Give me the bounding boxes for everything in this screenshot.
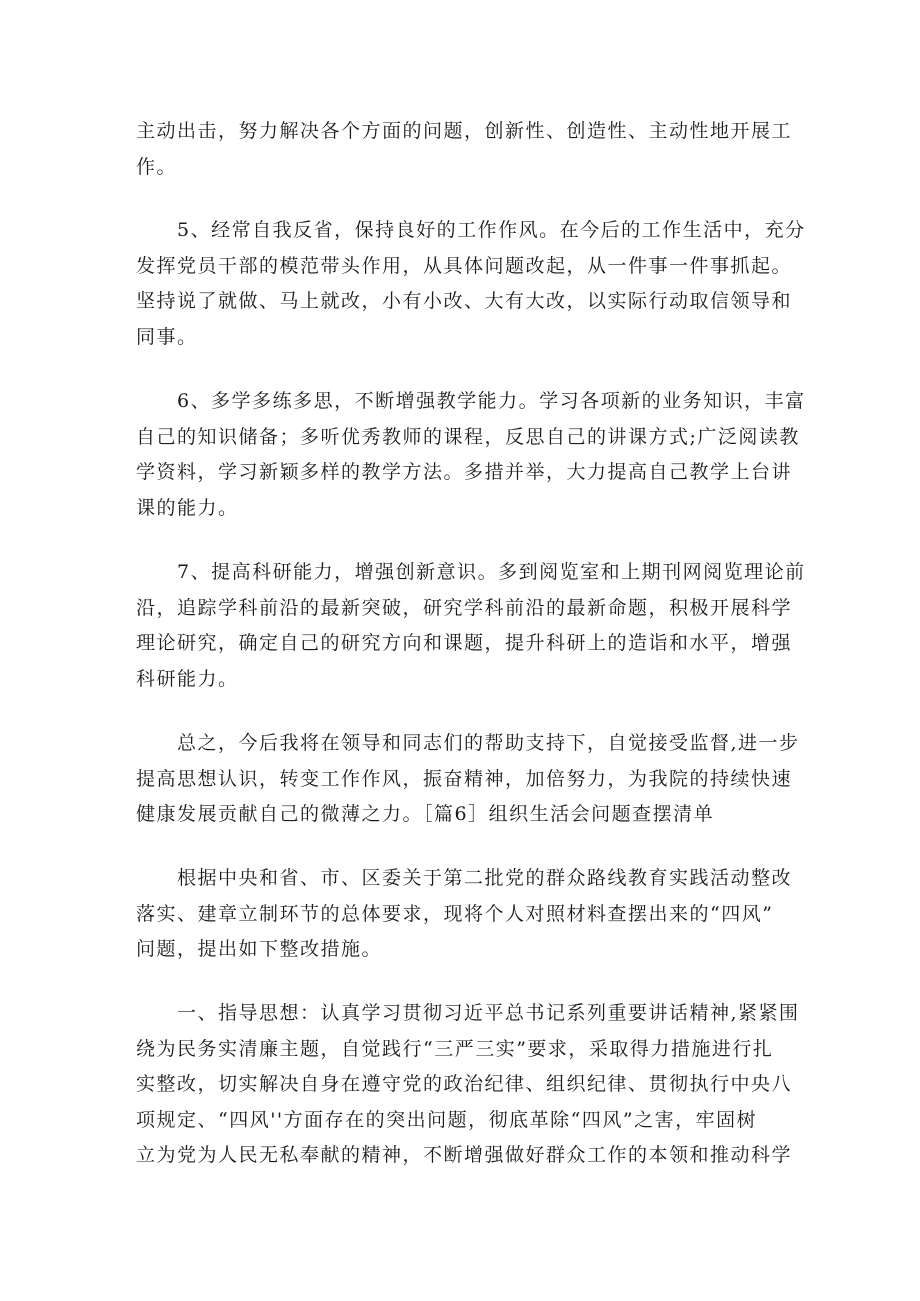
- paragraph-guiding-thought: [136, 996, 800, 1174]
- paragraph-introduction: [136, 861, 793, 968]
- text-line: 作。: [136, 155, 178, 178]
- text-line: 发挥党员干部的模范带头作用，从具体问题改起，从一件事一件事抓起。: [136, 254, 793, 277]
- text-line: 自己的知识储备；多听优秀教师的课程，反思自己的讲课方式;广泛阅读教: [136, 425, 800, 448]
- text-line: 主动出击，努力解决各个方面的问题，创新性、创造性、主动性地开展工: [136, 120, 793, 142]
- paragraph-conclusion: [136, 726, 800, 833]
- text-line: 立为党为人民无私奉献的精神，不断增强做好群众工作的本领和推动科学: [136, 1144, 793, 1166]
- text-line: 绕为民务实清廉主题，自觉践行“三严三实”要求，采取得力措施进行扎: [136, 1037, 774, 1060]
- text-line: 一、指导思想：认真学习贯彻习近平总书记系列重要讲话精神,紧紧围: [136, 1002, 800, 1024]
- paragraph-continuation: [136, 114, 793, 185]
- text-line: 落实、建章立制环节的总体要求，现将个人对照材料查摆出来的“四风”: [136, 902, 774, 925]
- text-line: 7、提高科研能力，增强创新意识。多到阅览室和上期刊网阅览理论前: [136, 561, 806, 583]
- text-line: 健康发展贡献自己的微薄之力。［篇6］组织生活会问题查摆清单: [136, 803, 715, 825]
- text-line: 提高思想认识，转变工作作风，振奋精神，加倍努力，为我院的持续快速: [136, 767, 793, 790]
- text-line: 根据中央和省、市、区委关于第二批党的群众路线教育实践活动整改: [136, 867, 793, 889]
- text-line: 项规定、“四风''方面存在的突出问题，彻底革除“四风”之害，牢固树: [136, 1108, 758, 1131]
- text-line: 沿，追踪学科前沿的最新突破，研究学科前沿的最新命题，积极开展科学: [136, 596, 793, 619]
- text-line: 5、经常自我反省，保持良好的工作作风。在今后的工作生活中，充分: [136, 219, 806, 241]
- paragraph-item-5: [136, 213, 806, 355]
- paragraph-item-7: [136, 555, 806, 697]
- text-line: 坚持说了就做、马上就改，小有小改、大有大改，以实际行动取信领导和: [136, 290, 793, 312]
- text-line: 理论研究，确定自己的研究方向和课题，提升科研上的造诣和水平，增强: [136, 632, 793, 654]
- text-line: 同事。: [136, 325, 198, 348]
- text-line: 总之，今后我将在领导和同志们的帮助支持下，自觉接受监督,进一步: [136, 732, 800, 754]
- text-line: 6、多学多练多思，不断增强教学能力。学习各项新的业务知识，丰富: [136, 390, 806, 412]
- text-line: 实整改，切实解决自身在遵守党的政治纪律、组织纪律、贯彻执行中央八: [136, 1073, 793, 1095]
- paragraph-item-6: [136, 384, 806, 526]
- text-line: 科研能力。: [136, 667, 239, 690]
- text-line: 问题，提出如下整改措施。: [136, 938, 383, 960]
- text-line: 学资料，学习新颖多样的教学方法。多措并举，大力提高自己教学上台讲: [136, 461, 793, 483]
- text-line: 课的能力。: [136, 496, 239, 519]
